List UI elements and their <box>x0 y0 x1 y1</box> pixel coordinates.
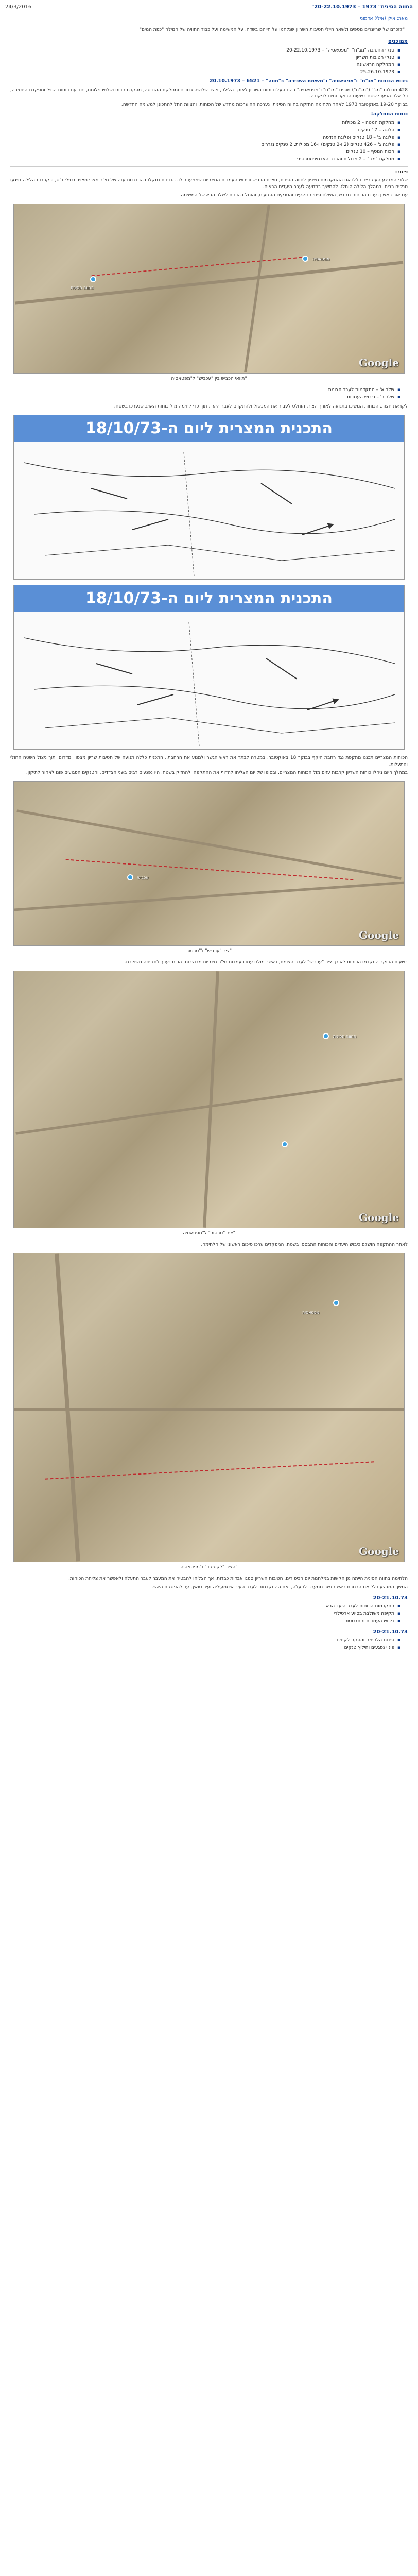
intro-quote: "לזכרם של שריונרים נוספים ולשאר חיילי חטיבות השריון שנלחמו על חייהם בשדה, על המשימה ועל כבוד החוויה של המילה "כפת המים" <box>139 27 405 33</box>
paragraph: המשך המבצע כלל את הרחבת ראש הגשר ממערב לתעלה, ואת ההתקדמות לעבר העיר איסמעיליה ועיר סואץ, עד להפסקת האש. <box>152 1584 408 1590</box>
map-label: החווה הסינית <box>333 1034 357 1039</box>
map-label: עכביש <box>137 875 149 880</box>
sketch-map-1 <box>13 415 405 580</box>
final-date-heading: 20-21.10.73 <box>373 1629 408 1635</box>
sketch-title: התכנית המצרית ליום ה-18/10/73 <box>14 415 404 442</box>
sketch-drawing <box>14 612 405 750</box>
main-heading: גיבוש הכוחות "מג"ח" ו"מפטאסיה" ו"משימת השבירה" ב"חווה" – 6521 – 20.10.1973 <box>209 78 408 84</box>
list-item[interactable]: ▪ שלב ב' – כיבוש העמדות <box>10 394 400 400</box>
paragraph: שלבי המבצע העיקריים כללו את ההתקדמות מצפון לחווה הסינית, חציית הכביש וכיבוש העמדות המצריות שממערב לו. הכוחות נתקלו בהתנגדות עזה של חי"ר מצרי מצויד בטילי נ"ט, ובקרבות הלילה נפגעו טנקים רבים. במהלך הלילה הוחלט להמשיך בתנועה לעבר היעדים הבאים. <box>10 178 408 190</box>
google-logo: Google <box>358 1211 399 1224</box>
road <box>203 971 219 1228</box>
forces-list <box>10 120 400 162</box>
forces-heading: כוחות המחלקה: <box>371 111 408 117</box>
list-item: ▪ סיכום הלחימה והפקת לקחים <box>10 1637 400 1643</box>
list-item: ▪ פלוגה – 17 טנקים <box>10 127 400 133</box>
location-marker-icon[interactable] <box>302 256 308 262</box>
section-2 <box>0 387 418 410</box>
paragraph: עם אור ראשון נערכו הכוחות מחדש, הושלם פינוי הנפגעים והטנקים הפגועים, והוחל בהכנות לשלב הבא של המשימה. <box>179 192 408 198</box>
paragraph: לאחר ההתקפה הושלם כיבוש היעדים והכוחות התבססו בשטח. המפקדים ערכו סיכום ראשוני של הלחימה. <box>201 1242 408 1248</box>
road <box>14 1408 404 1411</box>
article <box>0 15 418 198</box>
paragraph: במהלך היום ניהלו כוחות השריון קרבות עזים מול הכוחות המצריים, ובסופו של יום הצליחו להדוף את ההתקפה ולהחזיק בשטח. היו נפגעים רבים בשני הצדדים, והטנקים הפגועים פונו לאחור לתיקון. <box>26 770 408 775</box>
satellite-map-3[interactable] <box>13 971 405 1228</box>
map-caption: תוואי הכביש בין "עכביש" ל"מפטאסיה" <box>171 376 247 381</box>
top-bar <box>0 0 418 14</box>
paragraph: 428 מכולות "מג'" ("מג"ח") מורים "מג"ח" ו"מפטאסיה" בהם פעלו כוחות השריון לאורך הלילה, ולצד שלושה גדודים ומחלקת ההנדסה, מפקדת הכוח ושלוש פלוגות, יחד עם כוחות החיל ומפקדת החטיבה, כל אלה הגיעו לשטח בשעות הבוקר וחיכו לפקודה. <box>10 88 408 99</box>
final-list <box>10 1637 400 1651</box>
paragraph: הכוחות המצריים תכננו מתקפת נגד רחבת היקף בבוקר 18 באוקטובר, במטרה לבתר את ראש הגשר ולמנוע את הרחבתו. התכנית כללה תנועה של חטיבות שריון מצפון ומדרום, תוך ניצול השטח החולי והתעלות. <box>10 755 408 767</box>
google-logo: Google <box>358 928 399 941</box>
section-1-title: ממוכנים <box>388 39 408 45</box>
location-marker-icon[interactable] <box>127 874 133 880</box>
list-item: ▪ הכוח הנוסף – 10 טנקים <box>10 149 400 155</box>
sketch-map-2 <box>13 585 405 750</box>
section-1-list <box>10 47 400 76</box>
section-6 <box>0 1575 418 1651</box>
location-marker-icon[interactable] <box>323 1033 329 1039</box>
map-label: מפטאסיה <box>312 256 330 261</box>
list-item: ▪ תקיפה משולבת בסיוע ארטילרי <box>10 1611 400 1617</box>
list-item[interactable]: ▪ המחלקה הראשונה <box>10 62 400 68</box>
list-item: ▪ פלוגה ב' – 18 טנקים ופלוגת הנדסה <box>10 134 400 141</box>
list-item: ▪ פינוי נפגעים וחילוץ טנקים <box>10 1645 400 1651</box>
distribution-label: פיזור: <box>10 166 408 175</box>
page-title: "החווה הסינית" 1973 – 20-22.10.1973 <box>311 4 413 10</box>
list-item[interactable]: ▪ 25-26.10.1973 <box>10 69 400 75</box>
road <box>15 261 403 304</box>
section-3 <box>0 755 418 775</box>
paragraph: הלחימה בחווה הסינית הייתה מן הקשות במלחמת יום הכיפורים. חטיבות השריון ספגו אבדות כבדות, אך הצליחו להבטיח את המעבר לעבר התעלה ולאפשר את צליחת הכוחות. <box>68 1576 408 1582</box>
map-caption: הציר "לקסיקון" ו"מפטאסיה" <box>180 1565 238 1570</box>
paragraph: לקראת חצות, הכוחות המשיכו בתנועה לאורך הציר. הוחלט לעבור את המכשול ולהתקדם לעבר היעד, תוך כדי לחימה מול כוחות האויב שנערכו בשטח. <box>114 404 408 410</box>
google-logo: Google <box>358 1545 399 1558</box>
section-3-list <box>10 1603 400 1624</box>
satellite-map-4[interactable] <box>13 1253 405 1562</box>
sketch-drawing <box>14 442 405 580</box>
list-item: ▪ מחלקת "מג'" – 2 מכולות והרכב האדמיניסטרטיבי <box>10 156 400 162</box>
map-label: החווה הסינית <box>71 285 94 290</box>
satellite-map-2[interactable] <box>13 781 405 946</box>
location-marker-icon[interactable] <box>282 1141 288 1147</box>
list-item: ▪ כיבוש העמדות והתבססות <box>10 1618 400 1624</box>
route-line <box>92 256 307 276</box>
sketch-title: התכנית המצרית ליום ה-18/10/73 <box>14 585 404 612</box>
list-item: ▪ מחלקת המטה – 2 מכולות <box>10 120 400 126</box>
google-logo: Google <box>358 356 399 369</box>
location-marker-icon[interactable] <box>90 276 96 282</box>
author-meta[interactable]: מאת: אילן (אילי) אדמוני <box>360 16 408 21</box>
map-label: מפטאסיה <box>302 1310 320 1315</box>
location-marker-icon[interactable] <box>333 1300 339 1306</box>
list-item[interactable]: ▪ טנקי חטיבות השריון <box>10 55 400 61</box>
list-item[interactable]: ▪ שלב א' – התקדמות לעבר הצומת <box>10 387 400 393</box>
paragraph: בבוקר 19-20 באוקטובר 1973 לאחר הלחימה החזקה בחווה הסינית, נערכה ההיערכות מחדש של הכוחות, והצוות החל להתכונן למשימה החדשה. <box>121 102 408 108</box>
list-item: ▪ פלוגה ג' – 426 טנקים (2 ו-2 טנקים) ו-16 מכולות, 2 טנקים נגררים <box>10 142 400 148</box>
road <box>55 1254 80 1562</box>
list-item[interactable]: ▪ טנקי החטיבה "מג"ח" ו"מפטאסיה" – 20-22.10.1973 <box>10 47 400 54</box>
list-item: ▪ התקדמות הכוחות לעבר היעד הבא <box>10 1603 400 1609</box>
section-5 <box>0 1242 418 1248</box>
road <box>244 205 270 372</box>
section-2-list <box>10 387 400 400</box>
page-date: 24/3/2016 <box>5 4 32 10</box>
map-caption: ציר "עכביש" ל"טרטור" <box>186 948 232 954</box>
section-4 <box>0 959 418 965</box>
route-line <box>45 1462 374 1480</box>
satellite-map-1[interactable] <box>13 204 405 374</box>
map-caption: ציר "טרטור" ל"מפטאסיה" <box>183 1231 235 1236</box>
section-3-title: 20-21.10.73 <box>373 1595 408 1601</box>
road <box>14 881 404 911</box>
paragraph: בשעות הבוקר התקדמו הכוחות לאורך ציר "עכביש" לעבר הצומת, כאשר מולם עמדו עמדות חי"ר מצריות מבוצרות. הכוח נערך לתקיפה משולבת. <box>124 959 408 965</box>
